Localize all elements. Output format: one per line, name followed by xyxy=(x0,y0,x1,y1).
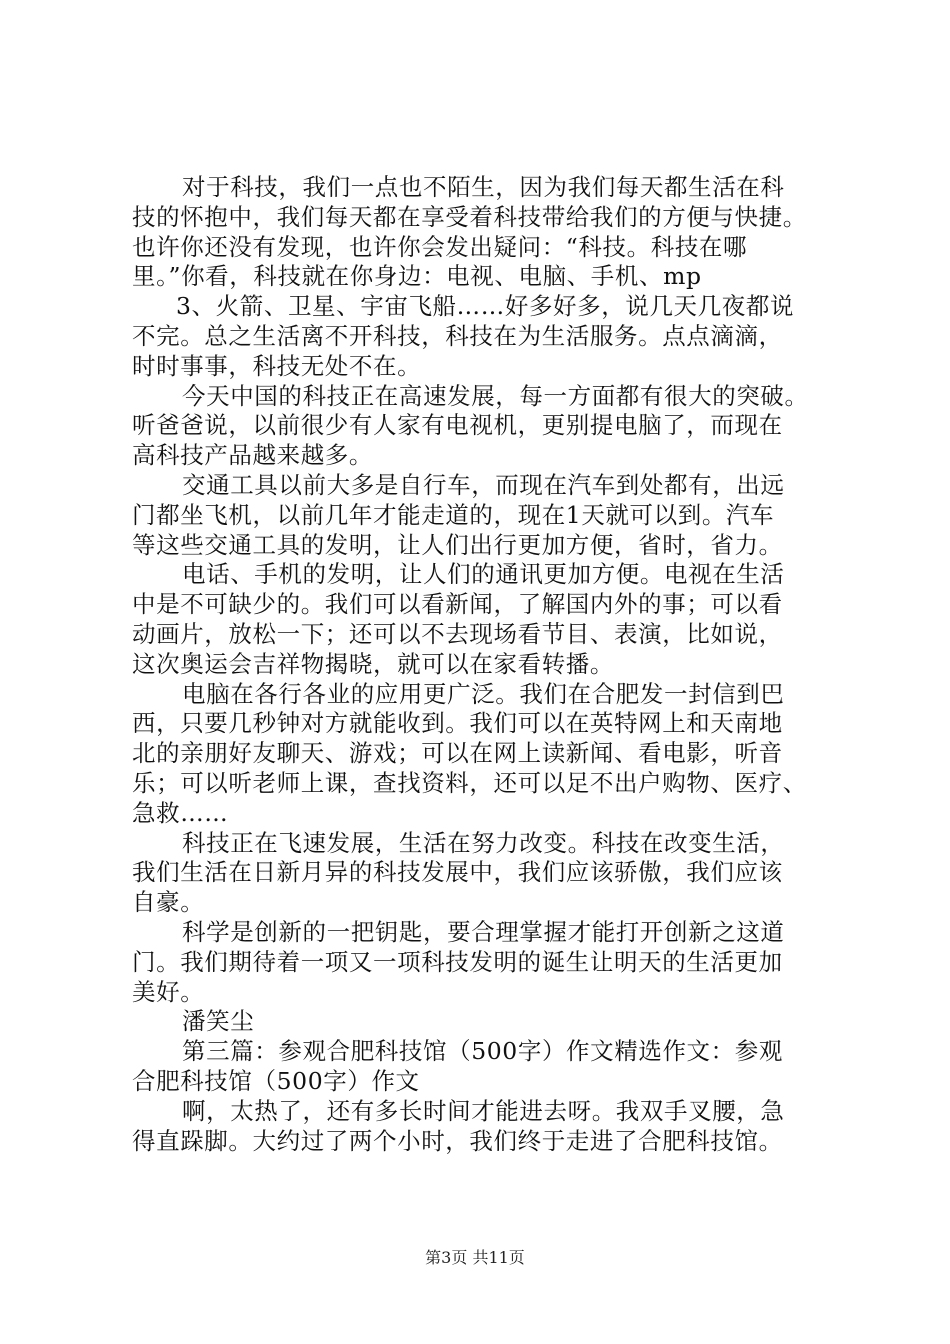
page-number-footer: 第3页 共11页 xyxy=(425,1248,525,1267)
text-line: 里。”你看，科技就在你身边：电视、电脑、手机、mp xyxy=(132,262,702,291)
text-line: 乐；可以听老师上课，查找资料，还可以足不出户购物、医疗、 xyxy=(132,768,807,797)
text-line: 门都坐飞机，以前几年才能走道的，现在1天就可以到。汽车 xyxy=(132,500,775,529)
document-body xyxy=(132,173,832,1156)
text-line: 科学是创新的一把钥匙，要合理掌握才能打开创新之这道 xyxy=(182,917,785,946)
text-line: 等这些交通工具的发明，让人们出行更加方便，省时，省力。 xyxy=(132,530,783,559)
text-line: 自豪。 xyxy=(132,888,205,917)
text-line: 啊，太热了，还有多长时间才能进去呀。我双手叉腰，急 xyxy=(182,1096,785,1125)
text-line: 时时事事，科技无处不在。 xyxy=(132,351,422,380)
author-name: 潘笑尘 xyxy=(182,1007,255,1036)
section-heading: 第三篇：参观合肥科技馆（500字）作文精选作文：参观 xyxy=(182,1037,783,1066)
text-line: 中是不可缺少的。我们可以看新闻，了解国内外的事；可以看 xyxy=(132,590,783,619)
text-line: 这次奥运会吉祥物揭晓，就可以在家看转播。 xyxy=(132,649,614,678)
text-line: 高科技产品越来越多。 xyxy=(132,441,373,470)
text-line: 我们生活在日新月异的科技发展中，我们应该骄傲，我们应该 xyxy=(132,858,783,887)
text-line: 技的怀抱中，我们每天都在享受着科技带给我们的方便与快捷。 xyxy=(132,202,807,231)
text-line: 电话、手机的发明，让人们的通讯更加方便。电视在生活 xyxy=(182,560,785,589)
text-line: 今天中国的科技正在高速发展，每一方面都有很大的突破。 xyxy=(182,381,809,410)
text-line: 北的亲朋好友聊天、游戏；可以在网上读新闻、看电影，听音 xyxy=(132,739,783,768)
text-line: 动画片，放松一下；还可以不去现场看节目、表演，比如说， xyxy=(132,619,783,648)
text-line: 对于科技，我们一点也不陌生，因为我们每天都生活在科 xyxy=(182,173,785,201)
section-heading-cont: 合肥科技馆（500字）作文 xyxy=(132,1066,420,1095)
text-line: 科技正在飞速发展，生活在努力改变。科技在改变生活， xyxy=(182,828,785,857)
text-line: 急救…… xyxy=(132,798,229,827)
text-line: 听爸爸说，以前很少有人家有电视机，更别提电脑了，而现在 xyxy=(132,411,783,440)
text-line: 门。我们期待着一项又一项科技发明的诞生让明天的生活更加 xyxy=(132,947,783,976)
text-line: 不完。总之生活离不开科技，科技在为生活服务。点点滴滴， xyxy=(132,321,783,350)
text-line: 也许你还没有发现，也许你会发出疑问：“科技。科技在哪 xyxy=(132,232,748,261)
text-line: 西，只要几秒钟对方就能收到。我们可以在英特网上和天南地 xyxy=(132,709,783,738)
text-line: 得直跺脚。大约过了两个小时，我们终于走进了合肥科技馆。 xyxy=(132,1126,783,1155)
text-line: 交通工具以前大多是自行车，而现在汽车到处都有，出远 xyxy=(182,470,785,499)
text-line: 3、火箭、卫星、宇宙飞船……好多好多，说几天几夜都说 xyxy=(176,292,795,321)
text-line: 电脑在各行各业的应用更广泛。我们在合肥发一封信到巴 xyxy=(182,679,785,708)
text-line: 美好。 xyxy=(132,977,205,1006)
